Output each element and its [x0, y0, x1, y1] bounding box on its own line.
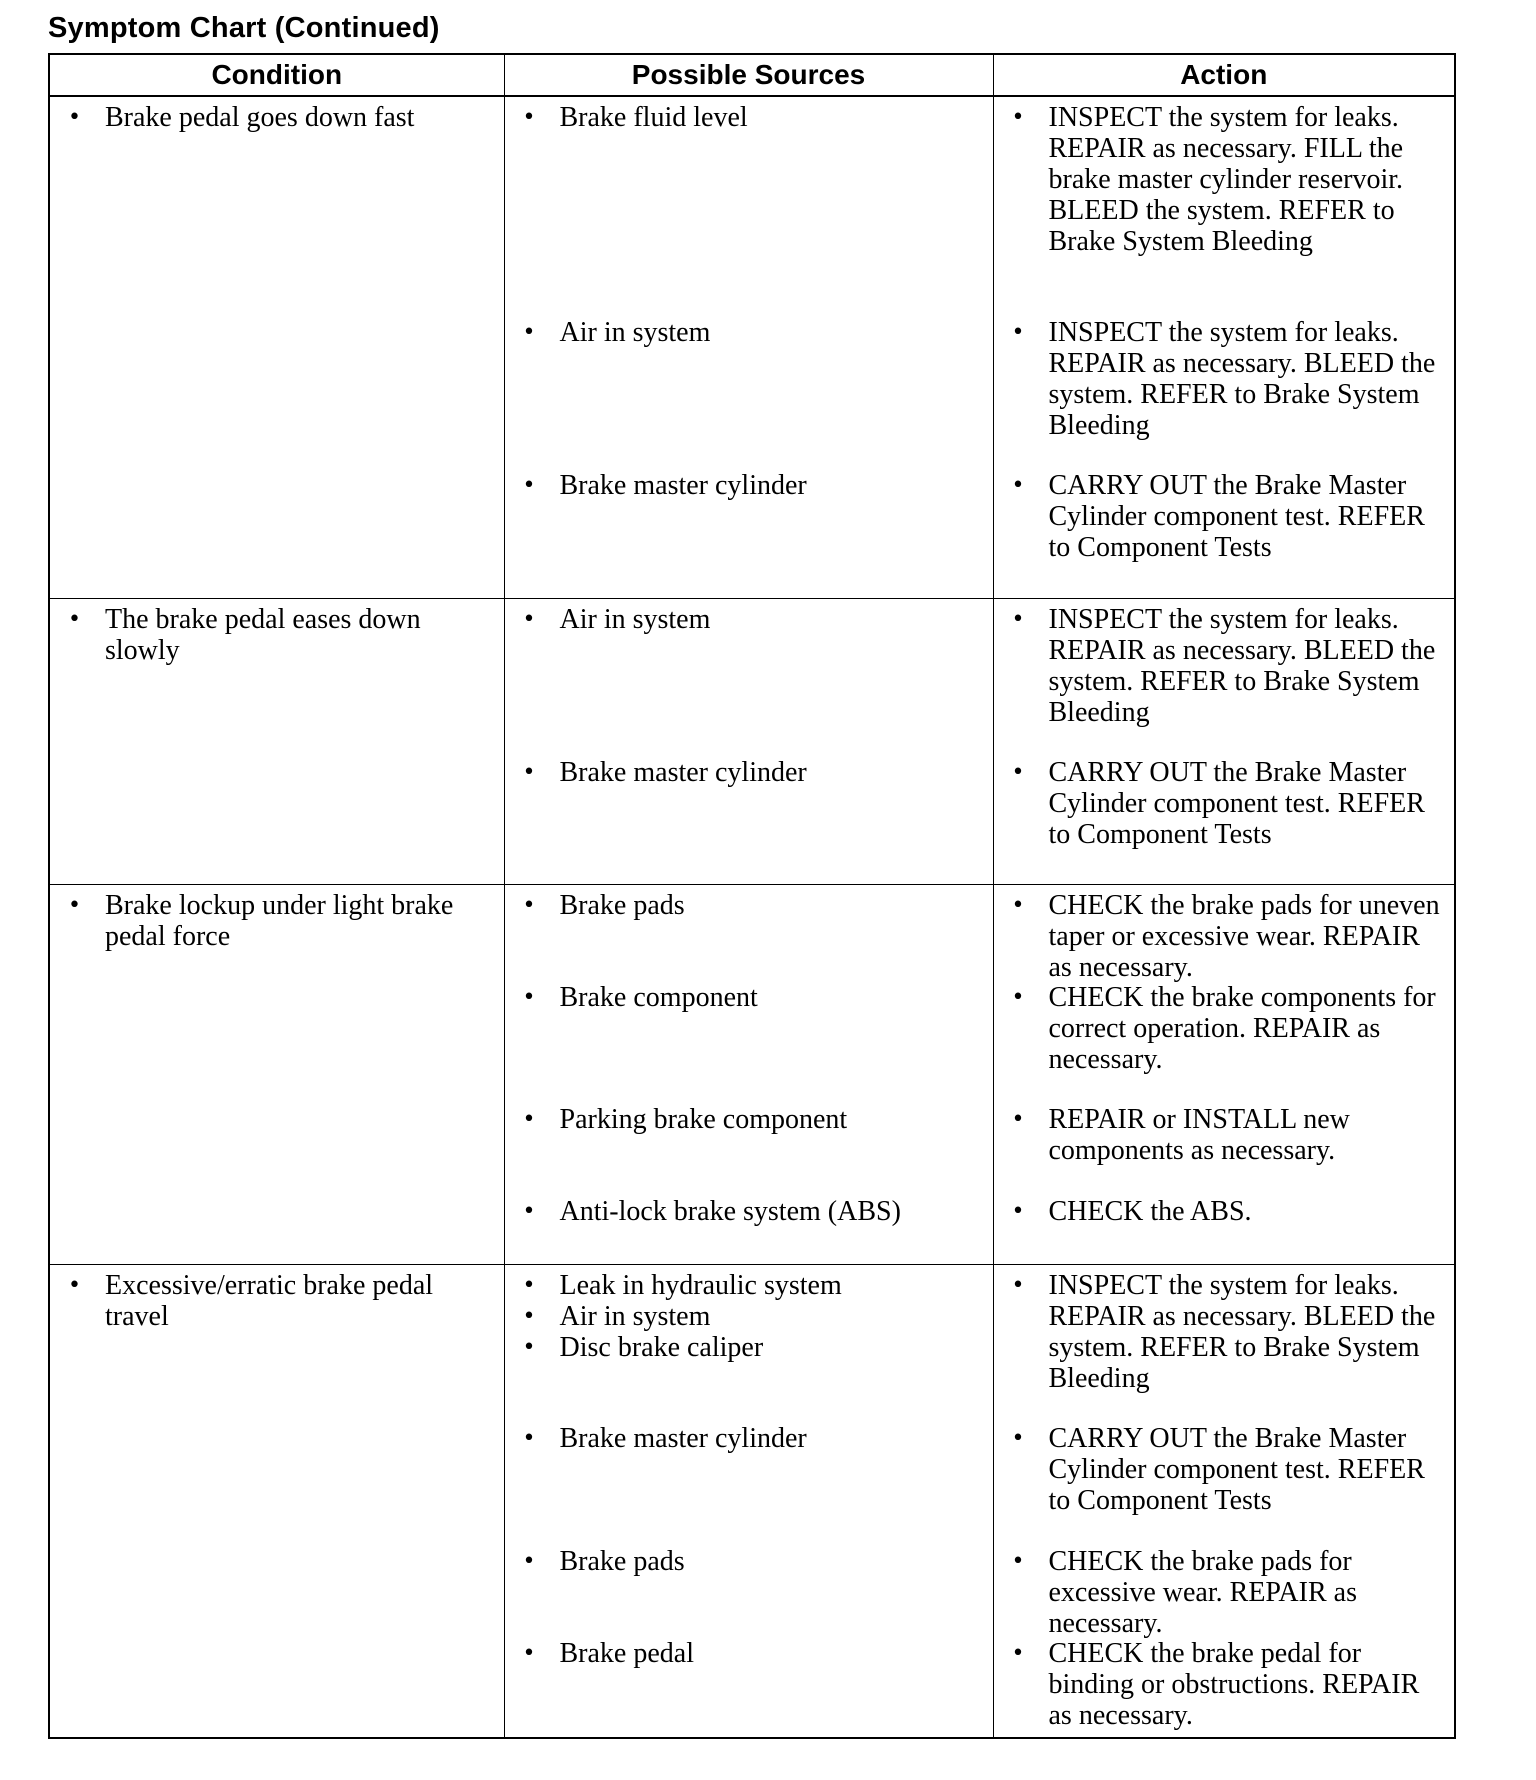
bullet-icon: •: [68, 1272, 81, 1298]
action-block: [1006, 1638, 1443, 1731]
action-text: CARRY OUT the Brake Master Cylinder component test. REFER to Component Tests: [1048, 1422, 1425, 1516]
source-block: [517, 890, 981, 982]
source-block: [517, 1638, 981, 1669]
bullet-icon: •: [1011, 473, 1025, 498]
header-possible-sources: Possible Sources: [504, 54, 993, 96]
source-text: Brake component: [559, 981, 758, 1013]
action-block: [1006, 1196, 1443, 1227]
action-block: [1006, 757, 1443, 850]
bullet-icon: •: [1011, 1640, 1025, 1666]
bullet-icon: •: [522, 759, 536, 785]
source-block: [517, 757, 981, 788]
bullet-icon: •: [522, 473, 536, 498]
possible-sources-cell: [504, 598, 993, 884]
bullet-icon: •: [522, 1548, 536, 1574]
symptom-chart-table: [48, 53, 1456, 1739]
bullet-icon: •: [1011, 606, 1025, 632]
source-text: Brake pads: [559, 1545, 685, 1577]
action-cell: [993, 1264, 1455, 1738]
action-block: [1006, 317, 1443, 470]
action-cell: [993, 96, 1455, 598]
bullet-icon: •: [522, 1425, 536, 1451]
possible-sources-cell: [504, 884, 993, 1264]
source-block: [517, 1546, 981, 1638]
bullet-icon: •: [68, 105, 81, 130]
possible-sources-cell: [504, 1264, 993, 1738]
source-text: Brake pads: [559, 889, 685, 921]
bullet-icon: •: [1011, 320, 1025, 345]
action-block: [1006, 890, 1443, 982]
condition-cell: [49, 1264, 504, 1738]
bullet-icon: •: [1011, 759, 1025, 785]
condition-text: Brake pedal goes down fast: [105, 102, 415, 133]
action-text: CHECK the brake pedal for binding or obstructions. REPAIR as necessary.: [1048, 1637, 1420, 1731]
bullet-icon: •: [522, 1334, 536, 1360]
action-text: INSPECT the system for leaks. REPAIR as necessary. FILL the brake master cylinder reservoir. BLEED the system. REFER to Brake System Bleeding: [1048, 102, 1404, 257]
action-text: REPAIR or INSTALL new components as necessary.: [1048, 1103, 1350, 1166]
table-row: [49, 598, 1455, 884]
table-row: [49, 884, 1455, 1264]
action-text: INSPECT the system for leaks. REPAIR as necessary. BLEED the system. REFER to Brake System Bleeding: [1048, 317, 1436, 441]
condition-text: Excessive/erratic brake pedal travel: [105, 1269, 434, 1332]
source-text: Brake master cylinder: [559, 1422, 807, 1454]
bullet-icon: •: [68, 606, 81, 632]
source-text: Brake pedal: [559, 1637, 694, 1669]
condition-text: Brake lockup under light brake pedal force: [105, 889, 454, 952]
bullet-icon: •: [522, 1198, 536, 1224]
source-text: Leak in hydraulic system: [559, 1269, 842, 1301]
condition-cell: [49, 598, 504, 884]
source-block: [517, 1270, 981, 1423]
bullet-icon: •: [1011, 1425, 1025, 1451]
source-block: [517, 470, 981, 501]
source-text: Parking brake component: [559, 1103, 848, 1135]
source-text: Brake master cylinder: [559, 756, 807, 788]
table-row: [49, 1264, 1455, 1738]
source-text: Air in system: [559, 317, 711, 348]
bullet-icon: •: [68, 892, 81, 918]
source-block: [517, 1104, 981, 1196]
bullet-icon: •: [1011, 1106, 1025, 1132]
source-block: [517, 317, 981, 470]
bullet-icon: •: [1011, 892, 1025, 918]
action-text: CHECK the brake components for correct operation. REPAIR as necessary.: [1048, 981, 1436, 1075]
header-row: [49, 54, 1455, 96]
action-text: CHECK the brake pads for excessive wear. REPAIR as necessary.: [1048, 1545, 1357, 1639]
condition-cell: [49, 96, 504, 598]
bullet-icon: •: [522, 1106, 536, 1132]
action-text: INSPECT the system for leaks. REPAIR as necessary. BLEED the system. REFER to Brake System Bleeding: [1048, 603, 1436, 728]
bullet-icon: •: [1011, 984, 1025, 1010]
action-block: [1006, 982, 1443, 1104]
bullet-icon: •: [522, 1272, 536, 1298]
action-block: [1006, 1423, 1443, 1546]
action-cell: [993, 598, 1455, 884]
action-block: [1006, 1104, 1443, 1196]
action-cell: [993, 884, 1455, 1264]
page-title: Symptom Chart (Continued): [48, 12, 440, 44]
bullet-icon: •: [522, 105, 536, 130]
action-text: CHECK the ABS.: [1048, 1195, 1252, 1227]
bullet-icon: •: [522, 1303, 536, 1329]
source-text: Brake fluid level: [559, 102, 748, 133]
bullet-icon: •: [1011, 105, 1025, 130]
bullet-icon: •: [522, 606, 536, 632]
source-text: Disc brake caliper: [559, 1331, 764, 1363]
source-text: Brake master cylinder: [559, 470, 807, 501]
bullet-icon: •: [1011, 1198, 1025, 1224]
action-text: CARRY OUT the Brake Master Cylinder component test. REFER to Component Tests: [1048, 470, 1425, 563]
action-text: INSPECT the system for leaks. REPAIR as necessary. BLEED the system. REFER to Brake System Bleeding: [1048, 1269, 1436, 1394]
condition-text: The brake pedal eases down slowly: [105, 603, 421, 666]
source-block: [517, 1196, 981, 1227]
action-block: [1006, 604, 1443, 757]
header-condition: Condition: [49, 54, 504, 96]
possible-sources-cell: [504, 96, 993, 598]
action-text: CARRY OUT the Brake Master Cylinder component test. REFER to Component Tests: [1048, 756, 1425, 850]
bullet-icon: •: [522, 320, 536, 345]
action-text: CHECK the brake pads for uneven taper or excessive wear. REPAIR as necessary.: [1048, 889, 1440, 983]
action-block: [1006, 470, 1443, 563]
bullet-icon: •: [522, 984, 536, 1010]
action-block: [1006, 1270, 1443, 1423]
bullet-icon: •: [522, 892, 536, 918]
source-text: Air in system: [559, 603, 711, 635]
source-text: Anti-lock brake system (ABS): [559, 1195, 901, 1227]
source-block: [517, 982, 981, 1104]
source-block: [517, 1423, 981, 1546]
bullet-icon: •: [522, 1640, 536, 1666]
source-block: [517, 102, 981, 317]
table-row: [49, 96, 1455, 598]
action-block: [1006, 102, 1443, 317]
bullet-icon: •: [1011, 1548, 1025, 1574]
bullet-icon: •: [1011, 1272, 1025, 1298]
action-block: [1006, 1546, 1443, 1638]
source-text: Air in system: [559, 1300, 711, 1332]
source-block: [517, 604, 981, 757]
header-action: Action: [993, 54, 1455, 96]
condition-cell: [49, 884, 504, 1264]
